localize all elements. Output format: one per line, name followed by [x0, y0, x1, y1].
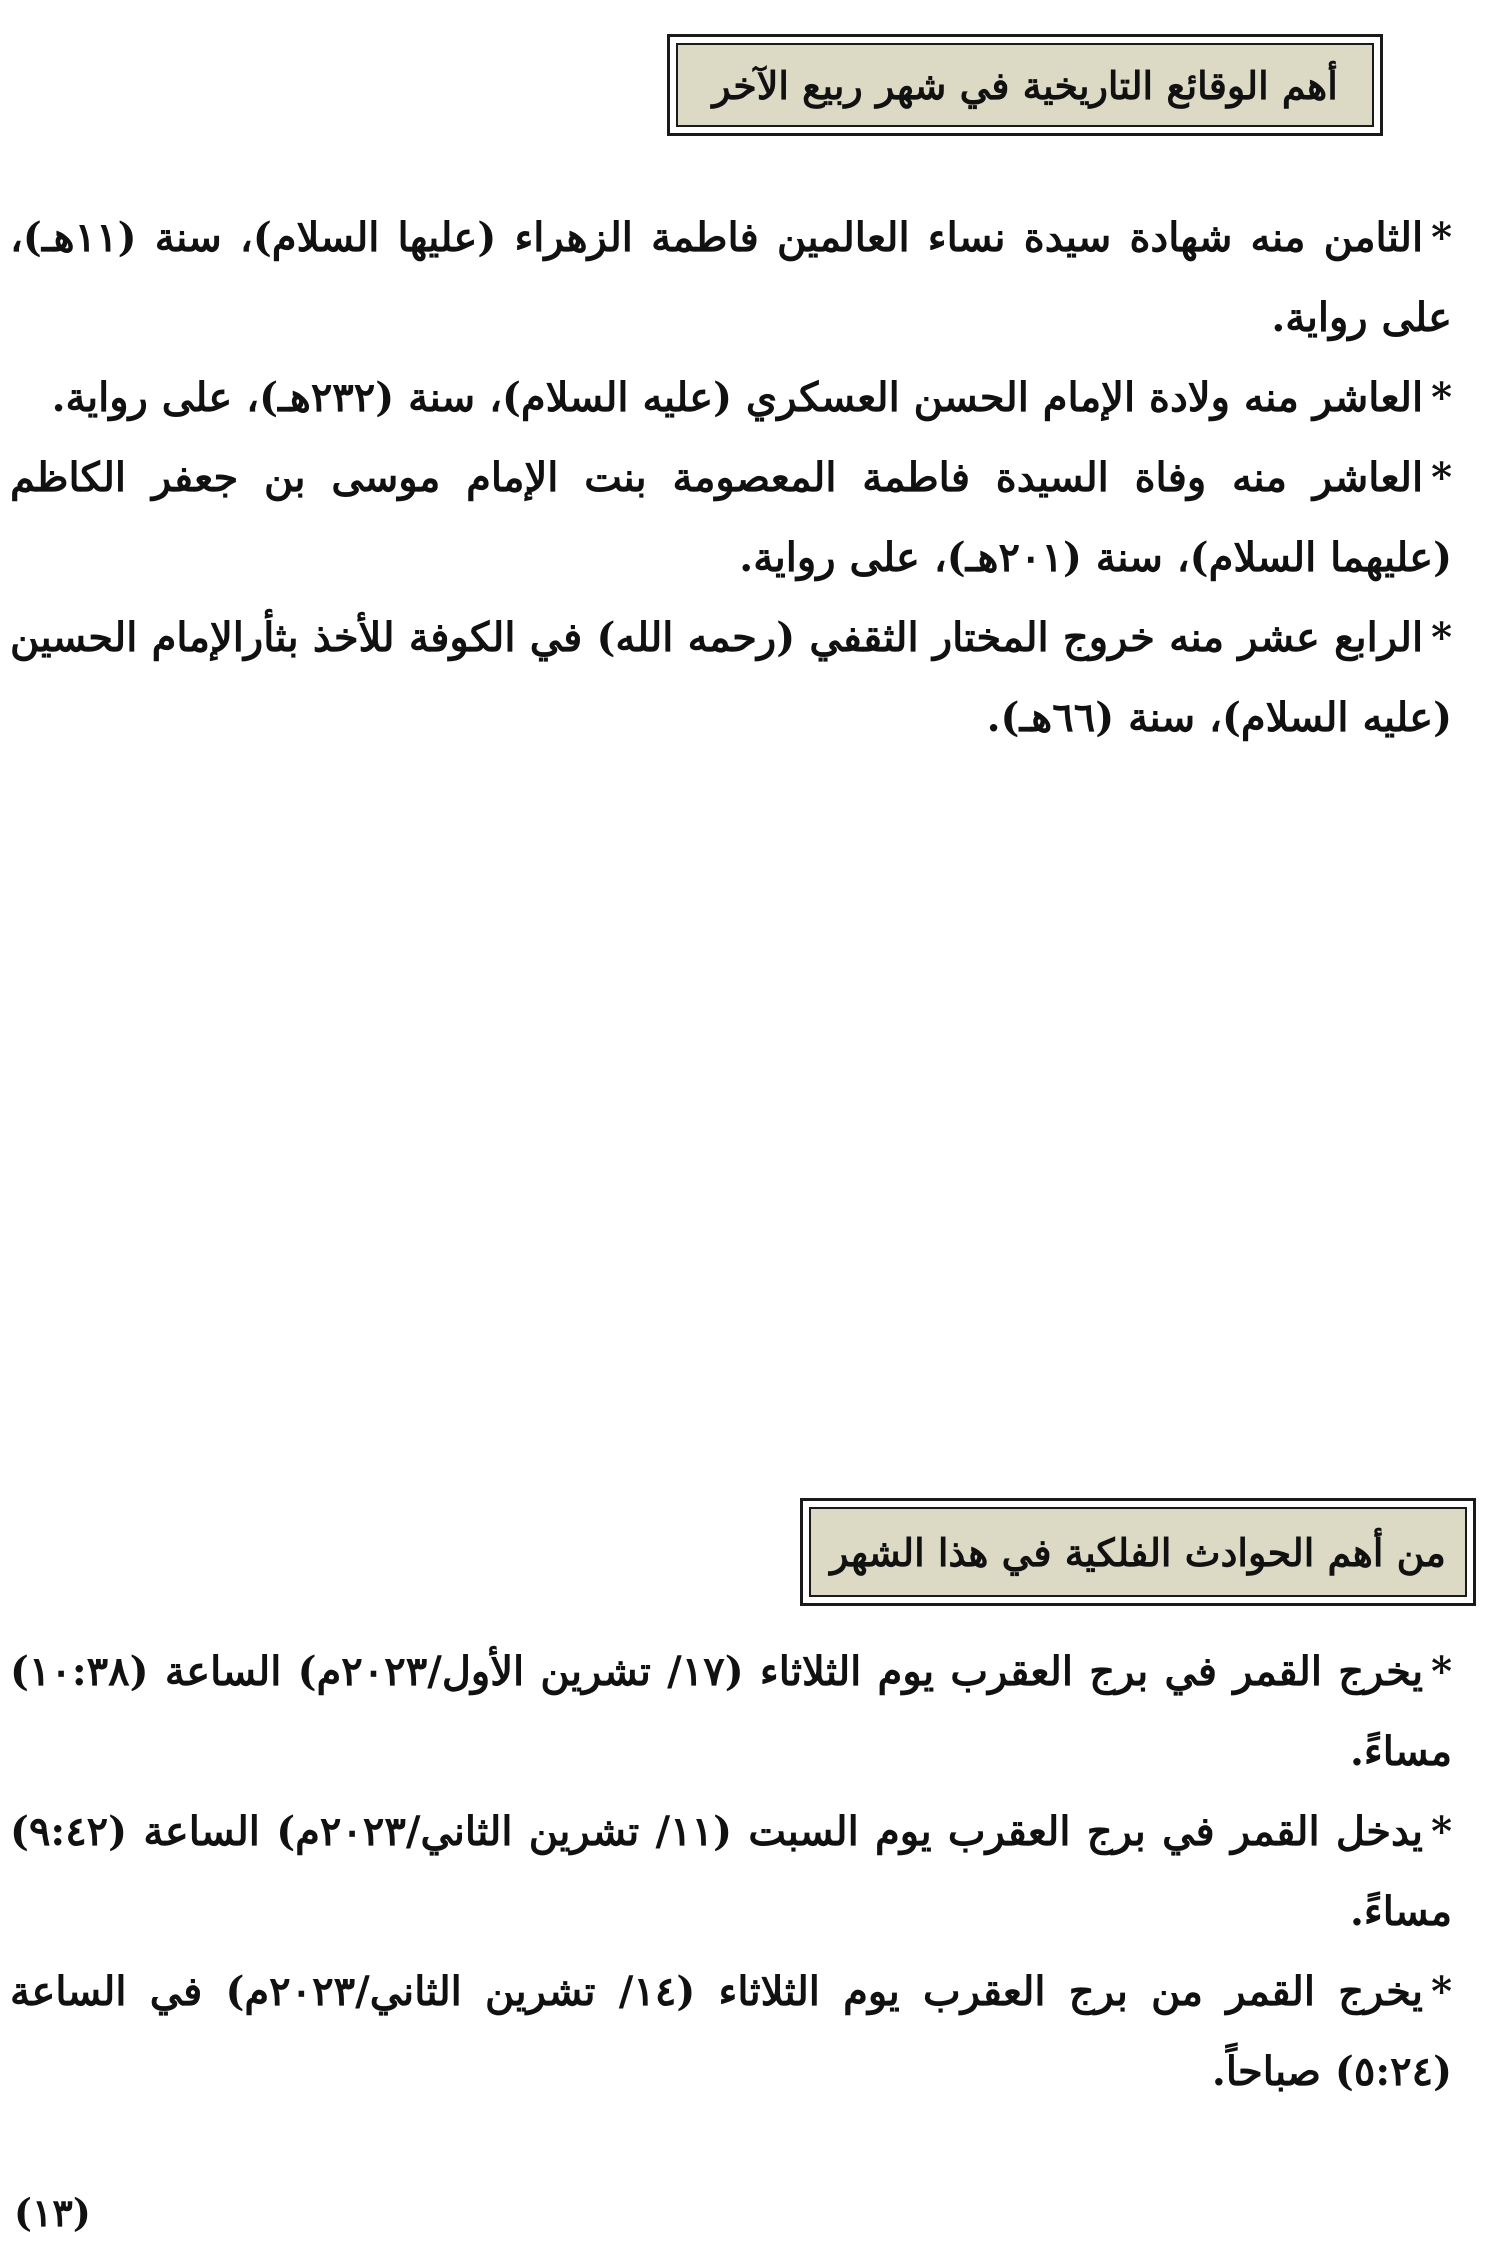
- list-item-text: الرابع عشر منه خروج المختار الثقفي (رحمه الله) في الكوفة للأخذ بثأرالإمام الحسين (عليه السلام)، سنة (٦٦هـ).: [10, 614, 1452, 741]
- bullet-marker: *: [1431, 1968, 1452, 2015]
- list-item: [10, 1952, 1452, 2112]
- list-item-text: يدخل القمر في برج العقرب يوم السبت (١١/ تشرين الثاني/٢٠٢٣م) الساعة (٩:٤٢) مساءً.: [10, 1808, 1452, 1935]
- list-item: [10, 358, 1452, 438]
- section-title-box-astronomical-events: [800, 1498, 1476, 1606]
- section-title-astronomical-events: من أهم الحوادث الفلكية في هذا الشهر: [809, 1507, 1467, 1597]
- list-item-text: يخرج القمر من برج العقرب يوم الثلاثاء (١٤/ تشرين الثاني/٢٠٢٣م) في الساعة (٥:٢٤) صباحاً.: [10, 1968, 1452, 2095]
- bullet-marker: *: [1431, 374, 1452, 421]
- section-title-historical-events: أهم الوقائع التاريخية في شهر ربيع الآخر: [676, 43, 1374, 127]
- list-item: [10, 438, 1452, 598]
- page-number: (١٣): [14, 2190, 91, 2235]
- list-item-text: العاشر منه ولادة الإمام الحسن العسكري (عليه السلام)، سنة (٢٣٢هـ)، على رواية.: [51, 374, 1424, 421]
- astronomical-events-list: [10, 1632, 1452, 2112]
- list-item: [10, 1632, 1452, 1792]
- bullet-marker: *: [1431, 214, 1452, 261]
- list-item-text: الثامن منه شهادة سيدة نساء العالمين فاطمة الزهراء (عليها السلام)، سنة (١١هـ)، على رواية.: [10, 214, 1452, 341]
- section-title-box-historical-events: [667, 34, 1383, 136]
- bullet-marker: *: [1431, 454, 1452, 501]
- bullet-marker: *: [1431, 1808, 1452, 1855]
- bullet-marker: *: [1431, 614, 1452, 661]
- list-item-text: العاشر منه وفاة السيدة فاطمة المعصومة بنت الإمام موسى بن جعفر الكاظم (عليهما السلام)، سنة (٢٠١هـ)، على رواية.: [10, 454, 1452, 581]
- list-item-text: يخرج القمر في برج العقرب يوم الثلاثاء (١٧/ تشرين الأول/٢٠٢٣م) الساعة (١٠:٣٨) مساءً.: [10, 1648, 1452, 1775]
- bullet-marker: *: [1431, 1648, 1452, 1695]
- list-item: [10, 198, 1452, 358]
- historical-events-list: [10, 198, 1452, 758]
- list-item: [10, 598, 1452, 758]
- list-item: [10, 1792, 1452, 1952]
